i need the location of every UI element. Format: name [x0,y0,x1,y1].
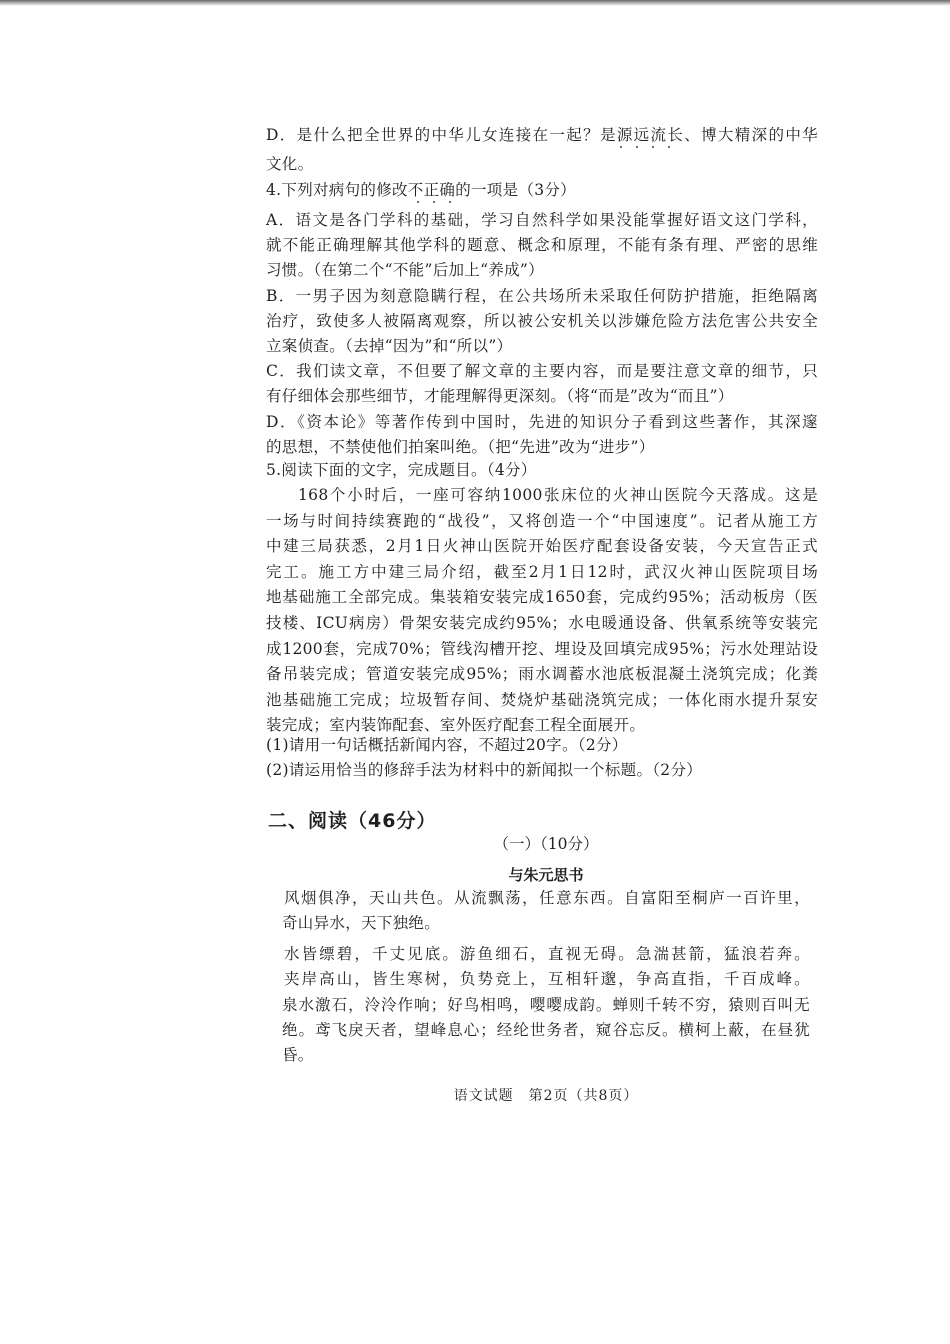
question-5-subquestions [266,733,818,783]
text-line: 习惯。（在第二个“不能”后加上“养成”） [266,261,544,280]
emphasis-dot [668,146,670,148]
section-title: 二、阅读（46分） [268,810,437,832]
question-d [266,123,818,177]
question-5 [266,458,818,483]
scan-edge [0,0,950,6]
text-line: D．《资本论》等著作传到中国时，先进的知识分子看到这些著作，其深邃 [266,412,818,431]
text-line: 绝。鸢飞戾天者，望峰息心；经纶世务者，窥谷忘反。横柯上蔽，在昼犹 [282,1021,810,1040]
emphasis-dot [417,201,419,203]
essay-text [282,886,810,1069]
emphasis-dot [449,201,451,203]
text-line: B．一男子因为刻意隐瞒行程，在公共场所未采取任何防护措施，拒绝隔离 [266,286,818,305]
text-line: 装完成；室内装饰配套、室外医疗配套工程全面展开。 [266,716,646,735]
text-line: 成1200套，完成70%；管线沟槽开挖、埋设及回填完成95%；污水处理站设 [266,639,818,658]
text-line: 夹岸高山，皆生寒树，负势竞上，互相轩邈，争高直指，千百成峰。 [284,970,810,989]
news-passage [266,483,818,739]
text-line: 水皆缥碧，千丈见底。游鱼细石，直视无碍。急湍甚箭，猛浪若奔。 [284,944,810,963]
text-line: 168个小时后，一座可容纳1000张床位的火神山医院今天落成。这是 [298,486,818,504]
text-line: 池基础施工完成；垃圾暂存间、焚烧炉基础浇筑完成；一体化雨水提升泵安 [266,690,818,709]
text-line: 技楼、ICU病房）骨架安装完成约95%；水电暖通设备、供氧系统等安装完 [266,613,818,632]
text-line: 治疗，致使多人被隔离观察，所以被公安机关以涉嫌危险方法危害公共安全 [266,311,818,330]
text-line: 的思想，不禁使他们拍案叫绝。（把“先进”改为“进步”） [266,437,655,456]
sub-question-1: (1)请用一句话概括新闻内容，不超过20字。（2分） [266,736,628,754]
text-line: 立案侦查。（去掉“因为”和“所以”） [266,337,513,356]
page-footer: 语文试题 第2页（共8页） [453,1088,639,1104]
text-line: 地基础施工全部完成。集装箱安装完成1650套，完成约95%；活动板房（医 [266,588,818,607]
sub-question-2: (2)请运用恰当的修辞手法为材料中的新闻拟一个标题。（2分） [266,761,703,780]
text-line: 文化。 [266,155,314,174]
emphasis-dot [636,146,638,148]
text-line: 有仔细体会那些细节，才能理解得更深刻。（将“而是”改为“而且”） [266,387,734,406]
text-line: 奇山异水，天下独绝。 [282,914,441,933]
text-line: C．我们读文章，不但要了解文章的主要内容，而是要注意文章的细节，只 [266,362,818,381]
essay-title: 与朱元思书 [508,866,584,884]
emphasis-dot [652,146,654,148]
text-line: 风烟俱净，天山共色。从流飘荡，任意东西。自富阳至桐庐一百许里， [284,889,810,907]
text-line: 泉水激石，泠泠作响；好鸟相鸣，嘤嘤成韵。蝉则千转不穷，猿则百叫无 [282,995,810,1014]
text-line: 昏。 [282,1046,314,1065]
question-stem: 4.下列对病句的修改不正确的一项是（3分） [266,181,576,199]
question-4 [266,178,818,203]
part-title: （一）（10分） [493,835,599,853]
text-line: 完工。施工方中建三局介绍，截至2月1日12时，武汉火神山医院项目场 [266,562,818,581]
text-line: D．是什么把全世界的中华儿女连接在一起？是源远流长、博大精深的中华 [266,126,818,144]
question-4-options [266,208,818,460]
emphasis-dot [620,146,622,148]
emphasis-dot [433,201,435,203]
text-line: 备吊装完成；管道安装完成95%；雨水调蓄水池底板混凝土浇筑完成；化粪 [266,665,818,684]
text-line: 一场与时间持续赛跑的“战役”，又将创造一个“中国速度”。记者从施工方 [266,511,818,530]
text-line: 中建三局获悉，2月1日火神山医院开始医疗配套设备安装，今天宣告正式 [266,537,818,556]
question-stem: 5.阅读下面的文字，完成题目。（4分） [266,461,537,479]
text-line: A．语文是各门学科的基础，学习自然科学如果没能掌握好语文这门学科， [266,211,818,229]
text-line: 就不能正确理解其他学科的题意、概念和原理，不能有条有理、严密的思维 [266,236,818,255]
